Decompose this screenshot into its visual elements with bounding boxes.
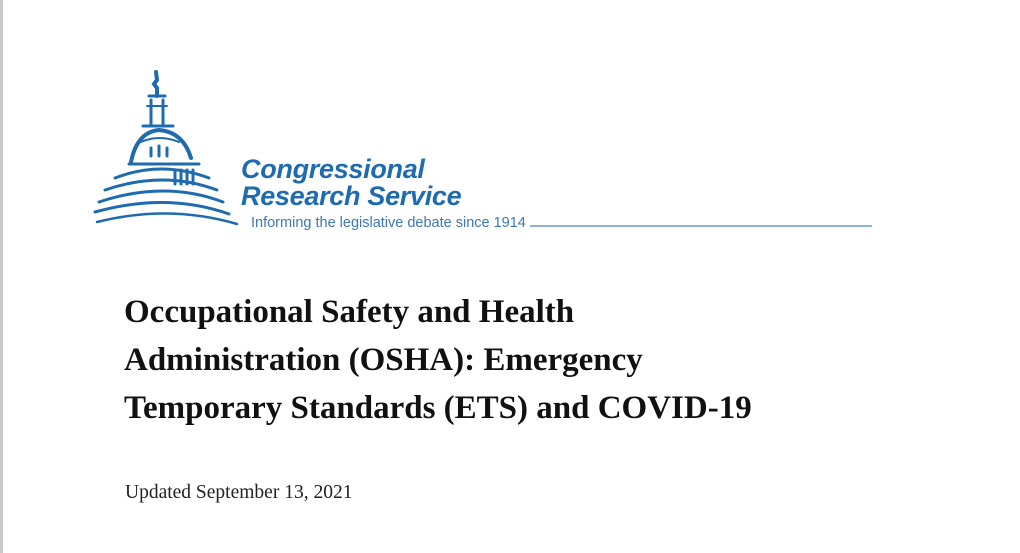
org-name-line2: Research Service (241, 181, 462, 211)
org-name (241, 156, 461, 210)
org-name-line1: Congressional (241, 154, 425, 184)
report-title-line: Occupational Safety and Health (124, 294, 575, 330)
report-title-line: Administration (OSHA): Emergency (124, 342, 643, 378)
updated-date: Updated September 13, 2021 (125, 482, 353, 503)
tagline: Informing the legislative debate since 1914 (251, 215, 526, 231)
tagline-divider (530, 225, 872, 227)
crs-logo (91, 66, 941, 241)
report-title (124, 288, 752, 432)
report-title-line: Temporary Standards (ETS) and COVID-19 (124, 390, 752, 426)
tagline-row (251, 214, 872, 232)
capitol-dome-icon (91, 66, 241, 236)
